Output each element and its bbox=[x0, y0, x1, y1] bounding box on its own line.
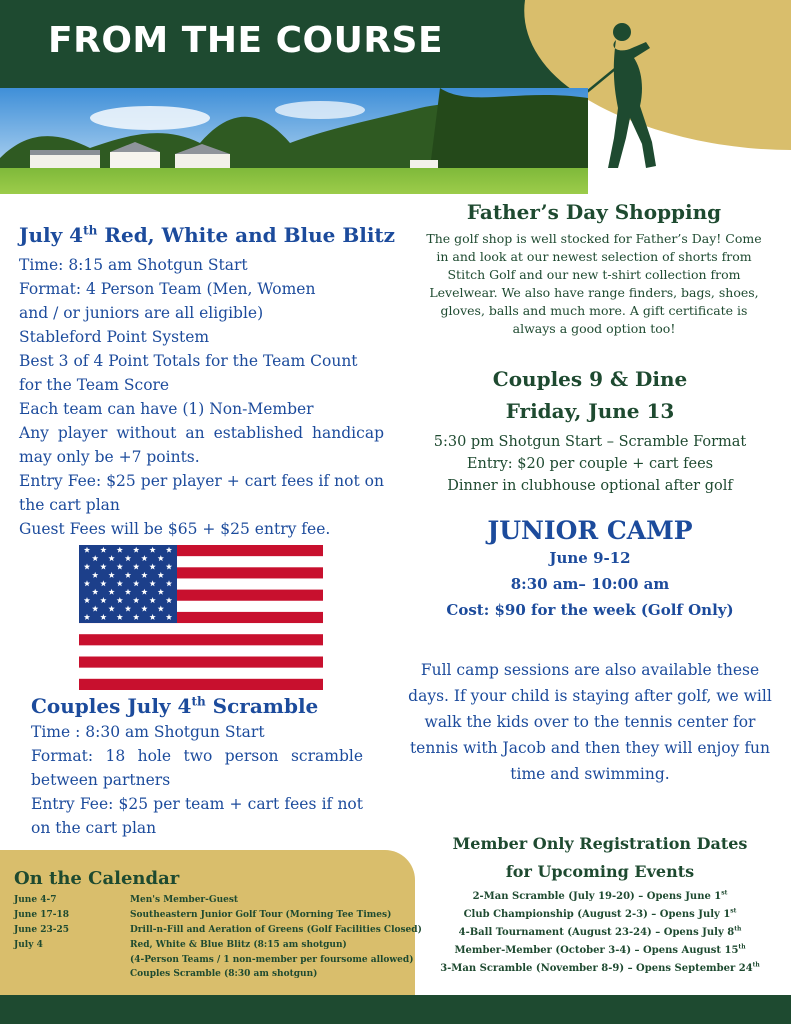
couples-nine-start: 5:30 pm Shotgun Start – Scramble Format bbox=[433, 434, 747, 450]
couples-july4-section bbox=[31, 694, 363, 840]
registration-row: 4-Ball Tournament (August 23-24) – Opens July 8th bbox=[458, 925, 742, 938]
couples-nine-dinner: Dinner in clubhouse optional after golf bbox=[447, 478, 733, 494]
registration-row: Club Championship (August 2-3) – Opens July 1st bbox=[463, 907, 737, 920]
couples-july4-entry-fee: Entry Fee: $25 per team + cart fees if not on the cart plan bbox=[31, 795, 363, 837]
calendar-event: Drill-n-Fill and Aeration of Greens (Golf Facilities Closed) bbox=[130, 925, 422, 935]
member-registration-title: Member Only Registration Dates for Upcoming Events bbox=[452, 834, 748, 881]
calendar-event: (4-Person Teams / 1 non-member per foursome allowed) bbox=[130, 955, 414, 965]
golf-clubhouse-photo bbox=[0, 88, 588, 194]
fathers-day-section bbox=[420, 200, 768, 338]
calendar-date: June 4-7 bbox=[14, 895, 57, 905]
july4-entry-fee: Entry Fee: $25 per player + cart fees if not on the cart plan bbox=[19, 472, 384, 514]
couples-nine-entry: Entry: $20 per couple + cart fees bbox=[466, 456, 714, 472]
registration-row: 3-Man Scramble (November 8-9) – Opens September 24th bbox=[440, 961, 760, 974]
july4-scoring-system: Stableford Point System bbox=[19, 328, 210, 346]
couples-july4-format: Format: 18 hole two person scramble between partners bbox=[31, 747, 363, 789]
page-title: FROM THE COURSE bbox=[48, 20, 444, 61]
july4-format-cont: and / or juniors are all eligible) bbox=[19, 304, 264, 322]
junior-camp-title: JUNIOR CAMP bbox=[487, 516, 693, 545]
junior-camp-cost: Cost: $90 for the week (Golf Only) bbox=[446, 601, 734, 619]
calendar-date: July 4 bbox=[14, 940, 43, 950]
calendar-title: On the Calendar bbox=[14, 868, 180, 889]
member-registration-list bbox=[420, 888, 780, 978]
calendar-date: June 23-25 bbox=[14, 925, 69, 935]
registration-row: Member-Member (October 3-4) – Opens August 15th bbox=[454, 943, 746, 956]
fathers-day-text: The golf shop is well stocked for Father’s Day! Come in and look at our newest selection of shorts from Stitch Golf and our new t-shirt collection from Levelwear. We also have range finders, bags, shoes, gloves, balls and much more. A gift certificate is always a good option too! bbox=[426, 231, 762, 336]
july4-non-member: Each team can have (1) Non-Member bbox=[19, 400, 314, 418]
us-flag-icon bbox=[79, 545, 323, 690]
member-registration-section bbox=[420, 830, 780, 978]
registration-row: 2-Man Scramble (July 19-20) – Opens June 1st bbox=[472, 889, 728, 902]
calendar-event: Couples Scramble (8:30 am shotgun) bbox=[130, 969, 318, 979]
july4-blitz-section bbox=[19, 223, 396, 541]
july4-handicap-rule: Any player without an established handicap may only be +7 points. bbox=[19, 424, 384, 466]
july4-time: Time: 8:15 am Shotgun Start bbox=[19, 256, 248, 274]
junior-camp-paragraph: Full camp sessions are also available these days. If your child is staying after golf, we will walk the kids over to the tennis center for tennis with Jacob and then they will enjoy fun time and swimming. bbox=[408, 661, 772, 783]
junior-camp-dates: June 9-12 bbox=[549, 549, 631, 567]
july4-guest-fees: Guest Fees will be $65 + $25 entry fee. bbox=[19, 520, 331, 538]
footer-band bbox=[0, 995, 791, 1024]
couples-nine-title: Couples 9 & Dine bbox=[492, 367, 688, 391]
calendar-event: Red, White & Blue Blitz (8:15 am shotgun) bbox=[130, 940, 347, 950]
couples-nine-dine-section bbox=[420, 363, 760, 497]
couples-july4-time: Time : 8:30 am Shotgun Start bbox=[31, 723, 265, 741]
calendar-event: Southeastern Junior Golf Tour (Morning Tee Times) bbox=[130, 910, 392, 920]
calendar-date: June 17-18 bbox=[14, 910, 69, 920]
couples-nine-date: Friday, June 13 bbox=[505, 399, 675, 423]
junior-camp-time: 8:30 am– 10:00 am bbox=[510, 575, 670, 593]
july4-blitz-title: July 4th Red, White and Blue Blitz bbox=[19, 223, 396, 247]
fathers-day-title: Father’s Day Shopping bbox=[466, 200, 722, 224]
july4-format: Format: 4 Person Team (Men, Women bbox=[19, 280, 316, 298]
junior-camp-section bbox=[400, 516, 780, 623]
calendar-event: Men's Member-Guest bbox=[130, 895, 239, 905]
july4-team-count: Best 3 of 4 Point Totals for the Team Count for the Team Score bbox=[19, 352, 358, 394]
couples-july4-title: Couples July 4th Scramble bbox=[31, 694, 319, 718]
